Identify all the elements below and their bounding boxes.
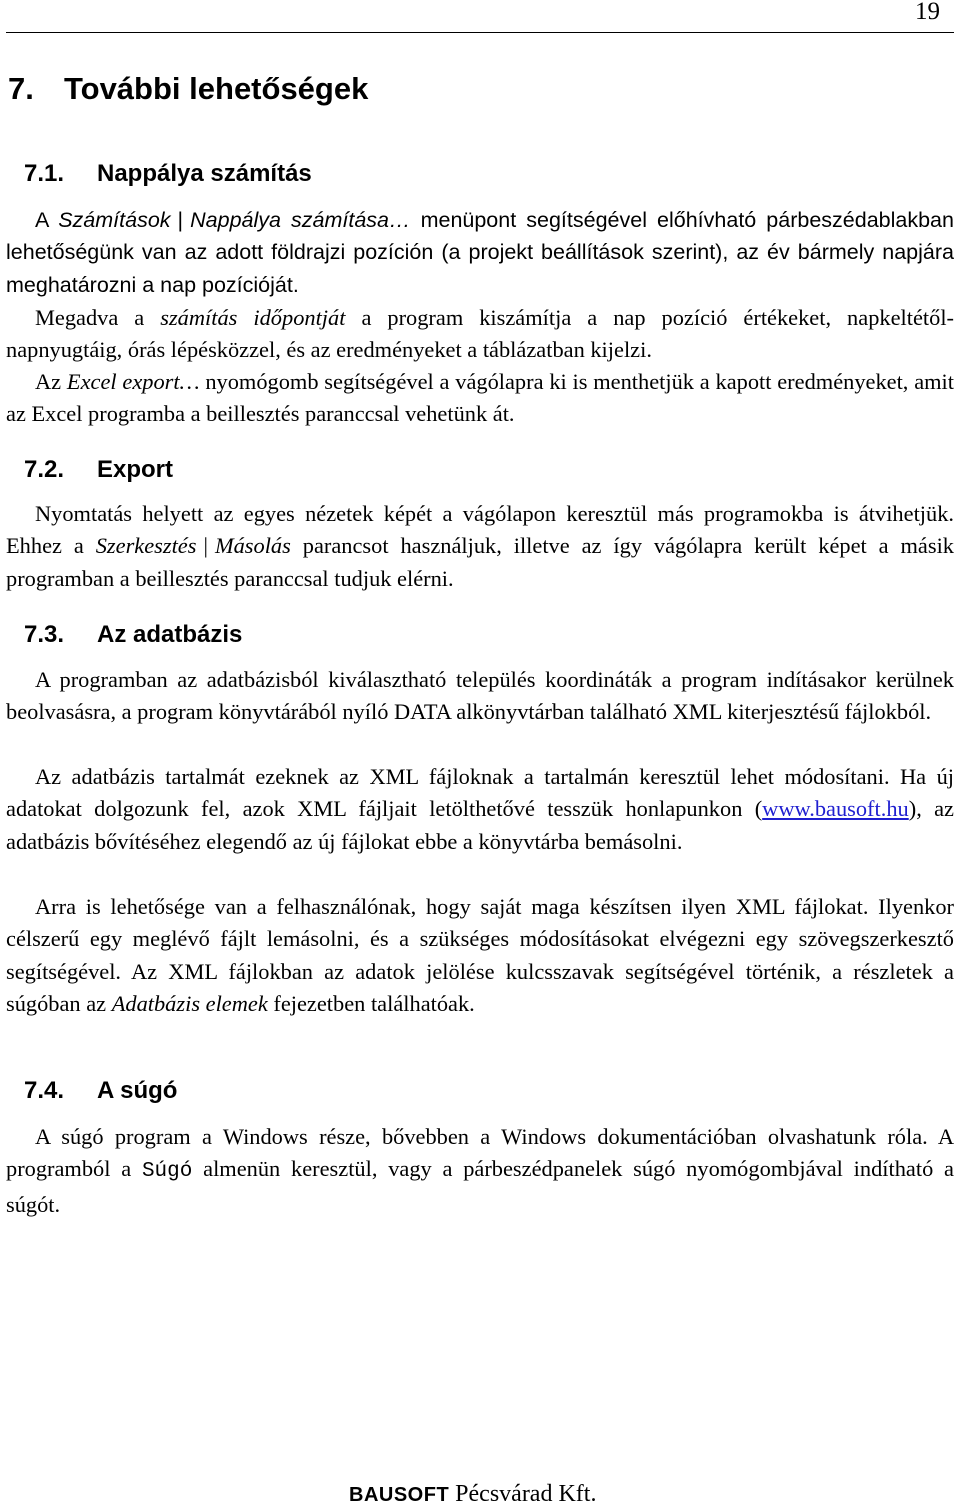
paragraph-nappalya-calc bbox=[6, 302, 954, 367]
emphasis: Excel export… bbox=[66, 369, 200, 394]
chapter-title-text: További lehetőségek bbox=[64, 71, 369, 106]
paragraph-help bbox=[6, 1121, 954, 1221]
text-run: a program kiszámítja a nap pozíció értékeket, napkeltétől-napnyugtáig, órás lépésközzel, és az eredményeket a táblázatban kijelzi. bbox=[6, 305, 954, 363]
section-title-7-1 bbox=[24, 160, 312, 189]
text-run: menüpont segítségével előhívható párbeszédablakban lehetőségünk van az adott földrajzi pozíción (a projekt beállítások szerint), az év bármely napjára meghatározni a nap pozícióját. bbox=[6, 208, 954, 297]
paragraph-database-custom bbox=[6, 891, 954, 1020]
chapter-title bbox=[8, 70, 368, 107]
footer bbox=[349, 1480, 596, 1509]
text-run: ), az adatbázis bővítéséhez elegendő az új fájlokat ebbe a könyvtárba bemásolni. bbox=[6, 796, 954, 854]
text-run: A bbox=[35, 208, 59, 232]
emphasis: Adatbázis elemek bbox=[111, 990, 268, 1016]
website-link[interactable]: www.bausoft.hu bbox=[762, 796, 909, 822]
paragraph-database-load: A programban az adatbázisból kiválasztható település koordináták a program indításakor kerülnek beolvasásra, a program könyvtárából nyíló DATA alkönyvtárban található XML kiterjesztésű fájlokból. bbox=[6, 667, 954, 725]
text-run: nyomógomb segítségével a vágólapra ki is menthetjük a kapott eredményeket, amit az Excel programba a beillesztés paranccsal vehetünk át. bbox=[6, 369, 954, 427]
menu-item: Számítások bbox=[58, 208, 171, 232]
paragraph-nappalya-intro bbox=[6, 204, 954, 301]
paragraph-database-edit bbox=[6, 761, 954, 858]
text-run: Nyomtatás helyett az egyes nézetek képét a vágólapon keresztül más programokba is átvihetjük. Ehhez a bbox=[6, 501, 954, 559]
section-title-text: Az adatbázis bbox=[97, 621, 243, 648]
text-run: Megadva a bbox=[35, 305, 161, 330]
header-rule bbox=[6, 32, 954, 33]
section-title-text: Nappálya számítás bbox=[97, 160, 312, 187]
section-title-7-4 bbox=[24, 1077, 177, 1106]
section-number: 7.1. bbox=[24, 160, 65, 187]
section-title-7-2 bbox=[24, 456, 173, 485]
menu-item: Másolás bbox=[214, 533, 291, 559]
paragraph-export bbox=[6, 498, 954, 595]
footer-company: Pécsvárad Kft. bbox=[455, 1481, 597, 1507]
chapter-number: 7. bbox=[8, 71, 34, 106]
section-title-7-3 bbox=[24, 621, 242, 650]
menu-code: Súgó bbox=[141, 1160, 193, 1184]
text-run: almenün keresztül, vagy a párbeszédpanelek súgó nyomógombjával indítható a súgót. bbox=[6, 1156, 954, 1217]
bausoft-logo: BAUSOFT bbox=[349, 1484, 450, 1506]
menu-item: Szerkesztés bbox=[95, 533, 197, 559]
section-number: 7.2. bbox=[24, 456, 65, 483]
text-run: Az adatbázis tartalmát ezeknek az XML fájloknak a tartalmán keresztül lehet módosítani. Ha új adatokat dolgozunk fel, azok XML fájljait letölthetővé tesszük honlapunkon ( bbox=[6, 764, 954, 822]
menu-path bbox=[58, 208, 410, 232]
section-title-text: A súgó bbox=[97, 1077, 178, 1104]
menu-separator: | bbox=[177, 208, 184, 232]
page-number: 19 bbox=[915, 0, 940, 25]
section-title-text: Export bbox=[97, 456, 174, 483]
text-run: Az bbox=[35, 369, 67, 394]
menu-item: Nappálya számítása… bbox=[190, 208, 411, 232]
paragraph-nappalya-export bbox=[6, 366, 954, 431]
text-run: fejezetben találhatóak. bbox=[267, 990, 475, 1016]
menu-separator: | bbox=[203, 533, 208, 559]
menu-path bbox=[96, 533, 291, 558]
section-number: 7.4. bbox=[24, 1077, 65, 1104]
emphasis: számítás időpontját bbox=[160, 305, 346, 330]
section-number: 7.3. bbox=[24, 621, 65, 648]
text-run: A súgó program a Windows része, bővebben a Windows dokumentációban olvashatunk róla. A programból a bbox=[6, 1124, 954, 1182]
text-run: parancsot használjuk, illetve az így vágólapra került képet a másik programban a beillesztés paranccsal tudjuk elérni. bbox=[6, 533, 955, 591]
text-run: Arra is lehetősége van a felhasználónak, hogy saját maga készítsen ilyen XML fájlokat. Ilyenkor célszerű egy meglévő fájlt lemásolni, és a szükséges módosításokat elvégezni egy szövegszerkesztő segítségével. Az XML fájlokban az adatok jelölése kulcsszavak segítségével történik, a részletek a súgóban az bbox=[6, 894, 954, 1016]
